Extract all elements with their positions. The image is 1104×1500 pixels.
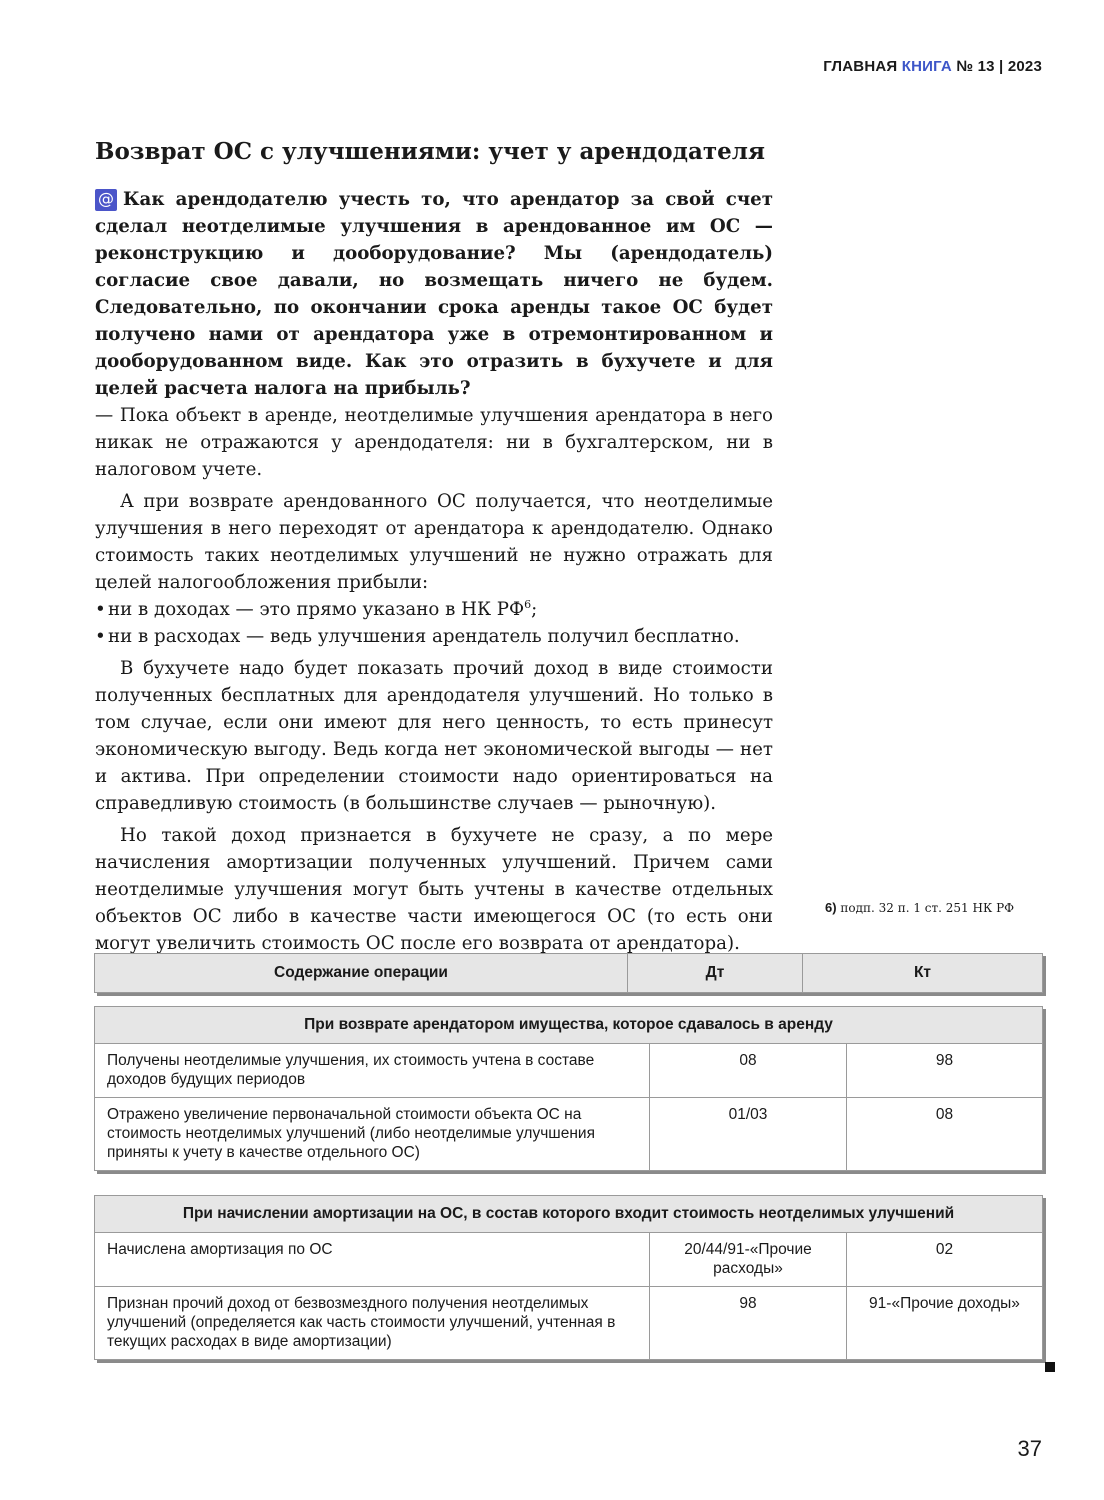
bullet-icon: • bbox=[95, 599, 106, 620]
question-text: Как арендодателю учесть то, что арендатор за свой счет сделал неотделимые улучшения в арендованное им ОС — реконструкцию и дооборудование? Мы (арендодатель) согласие свое давали, но возмещать ничего не будем. Следовательно, по окончании срока аренды такое ОС будет получено нами от арендатора уже в отремонтированном и дооборудованном виде. Как это отразить в бухучете и для целей расчета налога на прибыль? bbox=[95, 189, 773, 399]
bullet-icon: • bbox=[95, 626, 106, 647]
header-title-accent: КНИГА bbox=[901, 58, 952, 75]
footnote bbox=[825, 900, 1014, 915]
article-body bbox=[95, 186, 773, 957]
magazine-header bbox=[823, 58, 1042, 75]
section-title: При возврате арендатором имущества, которое сдавалось в аренду bbox=[95, 1007, 1043, 1044]
credit-cell: 02 bbox=[847, 1233, 1043, 1287]
footnote-number: 6) bbox=[825, 900, 837, 915]
operation-cell: Признан прочий доход от безвозмездного получения неотделимых улучшений (определяется как часть стоимости улучшений, учтенная в текущих расходах в виде амортизации) bbox=[95, 1287, 650, 1360]
credit-cell: 08 bbox=[847, 1098, 1043, 1171]
table-row bbox=[95, 1098, 1043, 1171]
question-paragraph bbox=[95, 186, 773, 402]
article-title: Возврат ОС с улучшениями: учет у арендодателя bbox=[95, 138, 765, 165]
column-header-credit: Кт bbox=[803, 954, 1043, 993]
section-title: При начислении амортизации на ОС, в состав которого входит стоимость неотделимых улучшений bbox=[95, 1196, 1043, 1233]
table-row bbox=[95, 1044, 1043, 1098]
operation-cell: Начислена амортизация по ОС bbox=[95, 1233, 650, 1287]
footnote-ref: 6 bbox=[524, 597, 532, 611]
entries-table-section-1 bbox=[94, 1006, 1043, 1171]
answer-paragraph-1: — Пока объект в аренде, неотделимые улучшения арендатора в него никак не отражаются у арендодателя: ни в бухгалтерском, ни в налоговом учете. bbox=[95, 405, 773, 480]
answer-paragraph-3: В бухучете надо будет показать прочий доход в виде стоимости полученных бесплатных для арендодателя улучшений. Но только в том случае, если они имеют для него ценность, то есть принесут экономическую выгоду. Ведь когда нет экономической выгоды — нет и актива. При определении стоимости надо ориентироваться на справедливую стоимость (в большинстве случаев — рыночную). bbox=[95, 658, 773, 814]
email-question-icon: @ bbox=[95, 189, 117, 211]
bullet-item-income: • ни в доходах — это прямо указано в НК $РФ^6$; bbox=[95, 596, 773, 623]
debit-cell: 08 bbox=[650, 1044, 847, 1098]
column-header-operation: Содержание операции bbox=[95, 954, 628, 993]
answer-paragraph-2: А при возврате арендованного ОС получается, что неотделимые улучшения в него переходят от арендатора к арендодателю. Однако стоимость таких неотделимых улучшений не нужно отражать для целей налогообложения прибыли: bbox=[95, 491, 773, 593]
credit-cell: 98 bbox=[847, 1044, 1043, 1098]
debit-cell: 98 bbox=[650, 1287, 847, 1360]
header-issue: № 13 | 2023 bbox=[956, 58, 1042, 75]
table-row bbox=[95, 1287, 1043, 1360]
debit-cell: 20/44/91-«Прочие расходы» bbox=[650, 1233, 847, 1287]
operation-cell: Получены неотделимые улучшения, их стоимость учтена в составе доходов будущих периодов bbox=[95, 1044, 650, 1098]
credit-cell: 91-«Прочие доходы» bbox=[847, 1287, 1043, 1360]
end-of-article-icon bbox=[1045, 1362, 1055, 1372]
page-number: 37 bbox=[1017, 1436, 1042, 1461]
column-header-debit: Дт bbox=[628, 954, 803, 993]
answer-paragraph-4: Но такой доход признается в бухучете не сразу, а по мере начисления амортизации полученных улучшений. Причем сами неотделимые улучшения могут быть учтены в качестве отдельных объектов ОС либо в качестве части имеющегося ОС (то есть они могут увеличить стоимость ОС после его возврата от арендатора). bbox=[95, 825, 773, 954]
entries-table-section-2 bbox=[94, 1195, 1043, 1360]
table-row bbox=[95, 1233, 1043, 1287]
bullet-item-expenses: • ни в расходах — ведь улучшения арендатель получил бесплатно. bbox=[95, 623, 773, 650]
footnote-text: подп. 32 п. 1 ст. 251 НК РФ bbox=[840, 901, 1015, 915]
operation-cell: Отражено увеличение первоначальной стоимости объекта ОС на стоимость неотделимых улучшений (либо неотделимые улучшения приняты к учету в качестве отдельного ОС) bbox=[95, 1098, 650, 1171]
header-title: ГЛАВНАЯ bbox=[823, 58, 898, 75]
table-header bbox=[94, 953, 1043, 993]
debit-cell: 01/03 bbox=[650, 1098, 847, 1171]
